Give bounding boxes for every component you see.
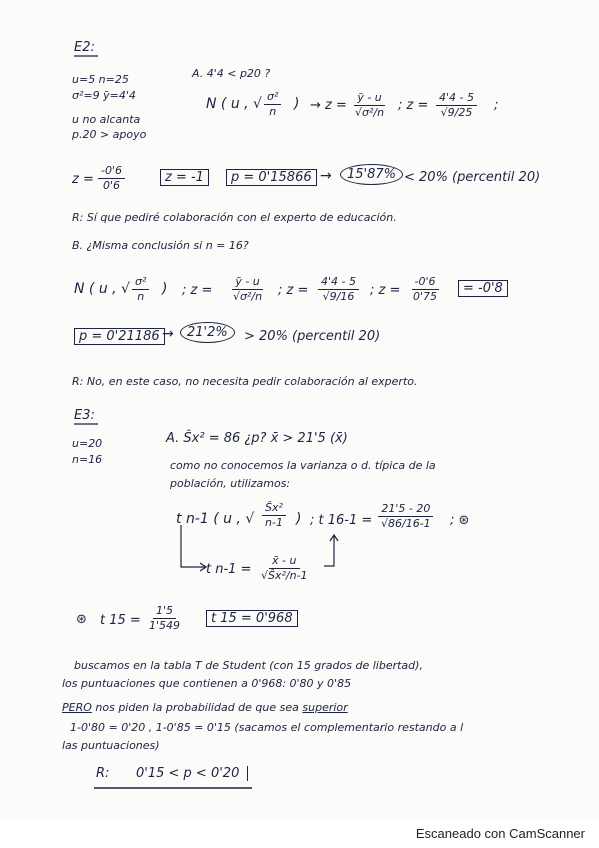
e2-z1-label: → z =: [310, 98, 347, 113]
e3-t15-label: t 15 =: [100, 613, 141, 628]
e2b-z2-fraction: $\frac{4'4 - 5}{√9/16}$: [318, 275, 359, 304]
e2-z3-fraction: $\frac{-0'6}{0'6}$: [98, 164, 125, 193]
e2b-z2-label: ; z =: [278, 283, 309, 298]
e2b-z-result-box: = -0'8: [458, 280, 508, 297]
e2b-z3-label: ; z =: [370, 283, 401, 298]
e2-question-b: B. ¿Misma conclusión si n = 16?: [72, 239, 249, 252]
e2-question-a: A. 4'4 < p20 ?: [192, 67, 271, 80]
e2-z2-fraction: $\frac{4'4 - 5}{√9/25}$: [436, 91, 477, 120]
e2-z3-label: z =: [72, 172, 94, 187]
e3-question-a: A. Ŝx² = 86 ¿p? x̄ > 21'5 (x̄): [166, 431, 348, 446]
e3-text-1: como no conocemos la varianza o d. típica de la: [170, 459, 436, 472]
e3-star-mark: ⊛: [76, 612, 87, 627]
e3-text-2: población, utilizamos:: [170, 477, 291, 490]
e2-normal-dist-close: ): [294, 96, 300, 112]
e3-t16-label: ; t 16-1 =: [310, 513, 373, 528]
e3-tn-fraction: $\frac{x̄ - u}{\text{√Ŝx²/n-1}}$: [261, 554, 308, 582]
e2-note-1: u no alcanta: [72, 113, 141, 126]
e2-answer-b: R: No, en este caso, no necesita pedir colaboración al experto.: [72, 375, 418, 388]
e2b-probability-box: p = 0'21186: [74, 328, 165, 345]
e2b-percent-circle: 21'2%: [180, 322, 235, 343]
e3-answer-box: 0'15 < p < 0'20: [136, 766, 248, 781]
e3-heading: E3:: [74, 408, 95, 423]
e2-answer-a: R: Sí que pediré colaboración con el experto de educación.: [72, 211, 397, 224]
e2b-normal-dist-fraction: $\frac{\text{σ²}}{n}$: [132, 275, 149, 304]
e2-heading: E2:: [74, 40, 95, 55]
e2-given-2: σ²=9 ỹ=4'4: [72, 89, 136, 102]
e2b-z1-fraction: $\frac{\text{ỹ - u}}{\text{√σ²/n}}$: [233, 275, 263, 303]
e2-percent-circle: 15'87%: [340, 164, 403, 185]
e2b-z1-label: ; z =: [182, 283, 213, 298]
e2b-normal-dist-close: ): [162, 281, 168, 297]
e2b-arrow: →: [162, 326, 174, 342]
e2-normal-dist: N ( u , √: [206, 96, 262, 112]
e3-text-4: los puntuaciones que contienen a 0'968: 0'80 y 0'85: [62, 677, 352, 690]
e3-t-dist-fraction: $\frac{\text{Ŝx²}}{n-1}$: [262, 501, 286, 530]
e3-t15-fraction: $\frac{1'5}{1'549}$: [149, 604, 181, 632]
e2-normal-dist-fraction: $\frac{\text{σ²}}{n}$: [264, 90, 281, 119]
e3-answer-label: R:: [96, 766, 110, 781]
e2-z2-end: ;: [494, 98, 499, 113]
e3-text-7: las puntuaciones): [62, 739, 160, 752]
e2-z1-fraction: $\frac{\text{ỹ - u}}{\text{√σ²/n}}$: [355, 91, 385, 119]
e2-note-2: p.20 > apoyo: [72, 128, 147, 141]
e2b-normal-dist: N ( u , √: [74, 281, 130, 297]
e3-given-1: u=20: [72, 437, 103, 450]
e2-z2-label: ; z =: [398, 98, 429, 113]
e3-text-6: 1-0'80 = 0'20 , 1-0'85 = 0'15 (sacamos el complementario restando a l: [70, 721, 464, 734]
e2-probability-box: p = 0'15866: [226, 169, 317, 186]
e3-t16-mark: ; ⊛: [450, 513, 470, 528]
e3-t-dist-close: ): [296, 511, 302, 527]
scanner-watermark: Escaneado con CamScanner: [415, 826, 585, 841]
e2-compare: < 20% (percentil 20): [404, 170, 541, 185]
e3-text-5: PERO nos piden la probabilidad de que sea superior: [62, 701, 348, 714]
e2-arrow: →: [320, 168, 332, 184]
e2b-compare: > 20% (percentil 20): [244, 329, 381, 344]
e2-given-1: u=5 n=25: [72, 73, 129, 86]
e3-tn-label: t n-1 =: [206, 562, 252, 577]
e3-t-dist: t n-1 ( u , √: [176, 511, 255, 527]
e2-z-result-box: z = -1: [160, 169, 209, 186]
e3-given-2: n=16: [72, 453, 103, 466]
e3-t15-box: t 15 = 0'968: [206, 610, 298, 627]
e2b-z3-fraction: $\frac{-0'6}{0'75}$: [413, 275, 438, 303]
e3-t16-fraction: $\frac{21'5 - 20}{√86/16-1}$: [378, 502, 434, 531]
e3-text-3: buscamos en la tabla T de Student (con 15 grados de libertad),: [74, 659, 423, 672]
